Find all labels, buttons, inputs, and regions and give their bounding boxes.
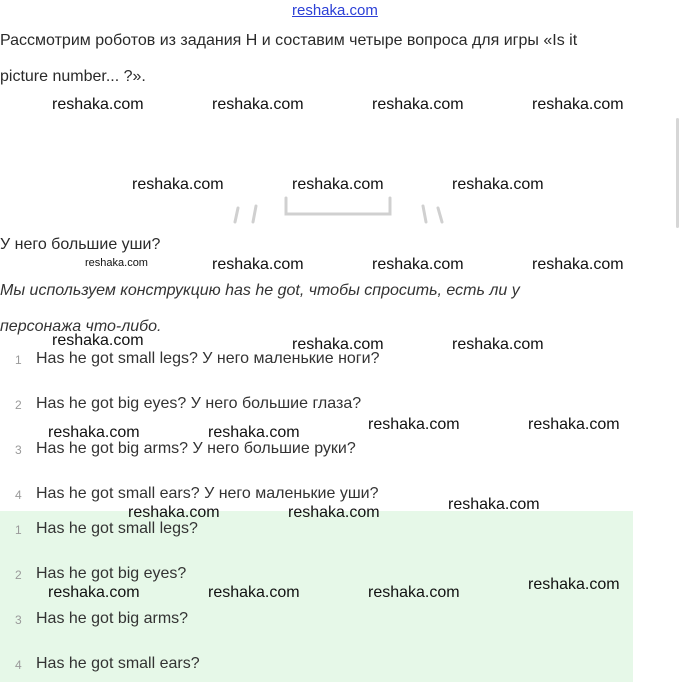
- watermark: reshaka.com: [128, 504, 220, 521]
- site-link[interactable]: reshaka.com: [292, 2, 378, 19]
- item-text: Has he got big eyes?: [36, 565, 187, 582]
- item-number: 2: [15, 398, 22, 412]
- item-number: 4: [15, 658, 22, 672]
- item-number: 1: [15, 523, 22, 537]
- watermark: reshaka.com: [85, 257, 148, 269]
- watermark: reshaka.com: [448, 496, 540, 513]
- watermark: reshaka.com: [452, 176, 544, 193]
- watermark: reshaka.com: [52, 96, 144, 113]
- watermark: reshaka.com: [48, 424, 140, 441]
- item-text: Has he got big eyes? У него большие глаза?: [36, 395, 362, 412]
- robot-sketch-fragment: [228, 196, 448, 226]
- intro-line-2: picture number... ?».: [0, 68, 146, 85]
- watermark: reshaka.com: [208, 584, 300, 601]
- item-text: Has he got small ears? У него маленькие уши?: [36, 485, 379, 502]
- item-text: Has he got small ears?: [36, 655, 200, 672]
- item-number: 1: [15, 353, 22, 367]
- watermark: reshaka.com: [48, 584, 140, 601]
- item-text: Has he got big arms? У него большие руки?: [36, 440, 356, 457]
- note-line-2: персонажа что-либо.: [0, 318, 162, 335]
- watermark: reshaka.com: [532, 256, 624, 273]
- scrollbar[interactable]: [676, 118, 679, 228]
- watermark: reshaka.com: [208, 424, 300, 441]
- watermark: reshaka.com: [292, 336, 384, 353]
- item-text: Has he got small legs? У него маленькие ноги?: [36, 350, 380, 367]
- intro-line-1: Рассмотрим роботов из задания H и составим четыре вопроса для игры «Is it: [0, 32, 578, 49]
- watermark: reshaka.com: [212, 96, 304, 113]
- item-text: Has he got big arms?: [36, 610, 189, 627]
- item-text: Has he got small legs?: [36, 520, 198, 537]
- watermark: reshaka.com: [368, 416, 460, 433]
- watermark: reshaka.com: [532, 96, 624, 113]
- item-number: 3: [15, 613, 22, 627]
- watermark: reshaka.com: [212, 256, 304, 273]
- note-line-1: Мы используем конструкцию has he got, чтобы спросить, есть ли у: [0, 282, 520, 299]
- watermark: reshaka.com: [528, 416, 620, 433]
- watermark: reshaka.com: [368, 584, 460, 601]
- watermark: reshaka.com: [288, 504, 380, 521]
- watermark: reshaka.com: [452, 336, 544, 353]
- item-number: 2: [15, 568, 22, 582]
- item-number: 4: [15, 488, 22, 502]
- watermark: reshaka.com: [52, 332, 144, 349]
- item-number: 3: [15, 443, 22, 457]
- watermark: reshaka.com: [528, 576, 620, 593]
- watermark: reshaka.com: [372, 96, 464, 113]
- watermark: reshaka.com: [372, 256, 464, 273]
- question-text: У него большие уши?: [0, 236, 161, 253]
- watermark: reshaka.com: [132, 176, 224, 193]
- watermark: reshaka.com: [292, 176, 384, 193]
